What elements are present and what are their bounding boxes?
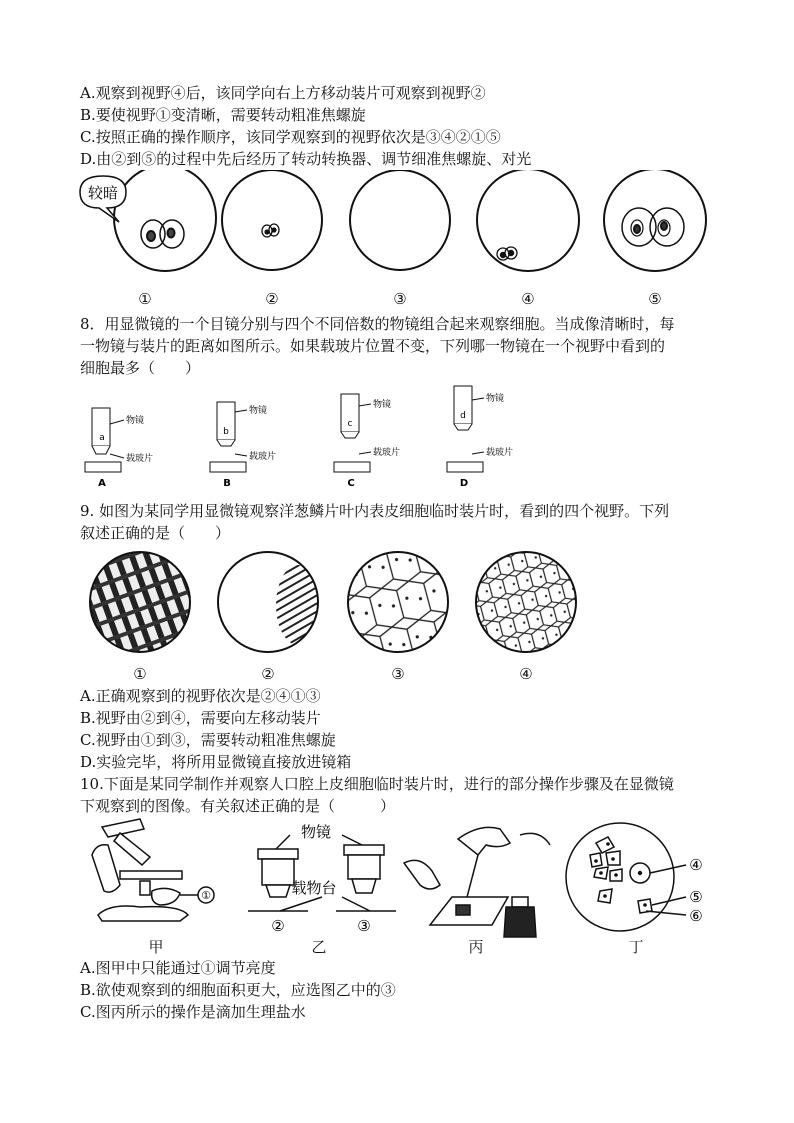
q8-option-label-c: C [347, 478, 355, 489]
q7-option-d: D.由②到⑤的过程中先后经历了转动转换器、调节细准焦螺旋、对光 [80, 150, 532, 168]
q10-microscope [92, 819, 214, 921]
q8-stem-line-3: 细胞最多（ ） [80, 359, 201, 377]
q8-lens-letter-d: d [460, 411, 466, 421]
q8-objective-b [210, 402, 247, 472]
q10-figure [80, 815, 720, 940]
q10-cell-view [566, 823, 686, 931]
q9-option-a: A.正确观察到的视野依次是②④①③ [80, 687, 321, 705]
q8-objective-label-d: 物镜 [486, 394, 505, 404]
q10-yi-mark-3: ③ [357, 917, 371, 935]
q7-bubble-text: 较暗 [87, 184, 119, 202]
q7-label-2: ② [265, 290, 279, 308]
q8-slide-label-b: 载玻片 [249, 452, 277, 462]
q9-field-1 [90, 552, 190, 652]
q9-stem-line-1: 9. 如图为某同学用显微镜观察洋葱鳞片叶内表皮细胞临时装片时，看到的四个视野。下列 [80, 502, 670, 520]
q7-option-c: C.按照正确的操作顺序，该同学观察到的视野依次是③④②①⑤ [80, 128, 501, 146]
q8-option-label-a: A [98, 478, 106, 489]
q8-lens-letter-c: c [347, 419, 353, 429]
q7-field-2 [222, 170, 322, 270]
q9-stem-line-2: 叙述正确的是（ ） [80, 524, 231, 542]
q7-figure [75, 170, 725, 292]
q10-option-b: B.欲使观察到的细胞面积更大，应选图乙中的③ [80, 981, 396, 999]
q7-field-4 [477, 170, 579, 271]
q8-slide-label-d: 载玻片 [486, 448, 514, 458]
q8-objective-d [447, 386, 484, 472]
q8-option-label-b: B [223, 478, 231, 489]
q9-option-d: D.实验完毕，将所用显微镜直接放进镜箱 [80, 753, 352, 771]
q10-ding-mark-6: ⑥ [689, 907, 703, 925]
q8-objective-label-a: 物镜 [126, 416, 145, 426]
q8-option-label-d: D [459, 478, 469, 489]
q8-lens-letter-b: b [223, 427, 229, 437]
q8-objective-label-c: 物镜 [373, 400, 392, 410]
q8-objective-label-b: 物镜 [249, 406, 268, 416]
q9-label-4: ④ [519, 665, 533, 683]
q9-option-c: C.视野由①到③，需要转动粗准焦螺旋 [80, 731, 336, 749]
q10-dropping-scene [404, 827, 550, 937]
q10-stem-line-1: 10.下面是某同学制作并观察人口腔上皮细胞临时装片时，进行的部分操作步骤及在显微镜 [80, 775, 674, 793]
q8-objective-c [334, 394, 371, 472]
q10-yi-objective-label: 物镜 [300, 823, 332, 841]
q10-option-a: A.图甲中只能通过①调节亮度 [80, 959, 276, 977]
q10-objectives [248, 835, 396, 911]
q10-ding-mark-4: ④ [689, 856, 703, 874]
q8-lens-letter-a: a [99, 433, 105, 443]
q7-label-4: ④ [521, 290, 535, 308]
q7-label-1: ① [138, 290, 152, 308]
q9-figure [80, 545, 590, 665]
q10-option-c: C.图丙所示的操作是滴加生理盐水 [80, 1003, 306, 1021]
q7-field-1 [114, 170, 216, 271]
q8-stem-line-1: 8．用显微镜的一个目镜分别与四个不同倍数的物镜组合起来观察细胞。当成像清晰时，每 [80, 315, 675, 333]
q8-slide-label-c: 载玻片 [373, 448, 401, 458]
q10-stem-line-2: 下观察到的图像。有关叙述正确的是（ ） [80, 797, 396, 815]
q10-label-jia: 甲 [148, 938, 164, 956]
q7-label-3: ③ [393, 290, 407, 308]
q7-label-5: ⑤ [648, 290, 662, 308]
q9-field-4 [476, 552, 576, 652]
q10-label-ding: 丁 [628, 938, 644, 956]
q9-field-2 [218, 552, 320, 652]
q7-bubble [80, 176, 126, 222]
q9-label-2: ② [261, 665, 275, 683]
q8-figure [80, 382, 520, 490]
q9-label-1: ① [133, 665, 147, 683]
q8-slide-label-a: 载玻片 [126, 454, 154, 464]
q9-field-3 [348, 552, 448, 652]
q9-option-b: B.视野由②到④，需要向左移动装片 [80, 709, 321, 727]
q10-ding-mark-5: ⑤ [689, 888, 703, 906]
q10-yi-stage-label: 载物台 [291, 879, 337, 897]
q10-yi-mark-2: ② [271, 917, 285, 935]
q10-jia-marker: ① [201, 889, 211, 902]
q10-label-bing: 丙 [468, 938, 484, 956]
q9-label-3: ③ [391, 665, 405, 683]
q8-stem-line-2: 一物镜与装片的距离如图所示。如果载玻片位置不变，下列哪一物镜在一个视野中看到的 [80, 337, 666, 355]
q7-option-b: B.要使视野①变清晰，需要转动粗准焦螺旋 [80, 106, 366, 124]
q7-field-5 [604, 170, 706, 271]
q10-label-yi: 乙 [311, 938, 327, 956]
q7-field-3 [350, 170, 450, 270]
q7-option-a: A.观察到视野④后，该同学向右上方移动装片可观察到视野② [80, 84, 486, 102]
